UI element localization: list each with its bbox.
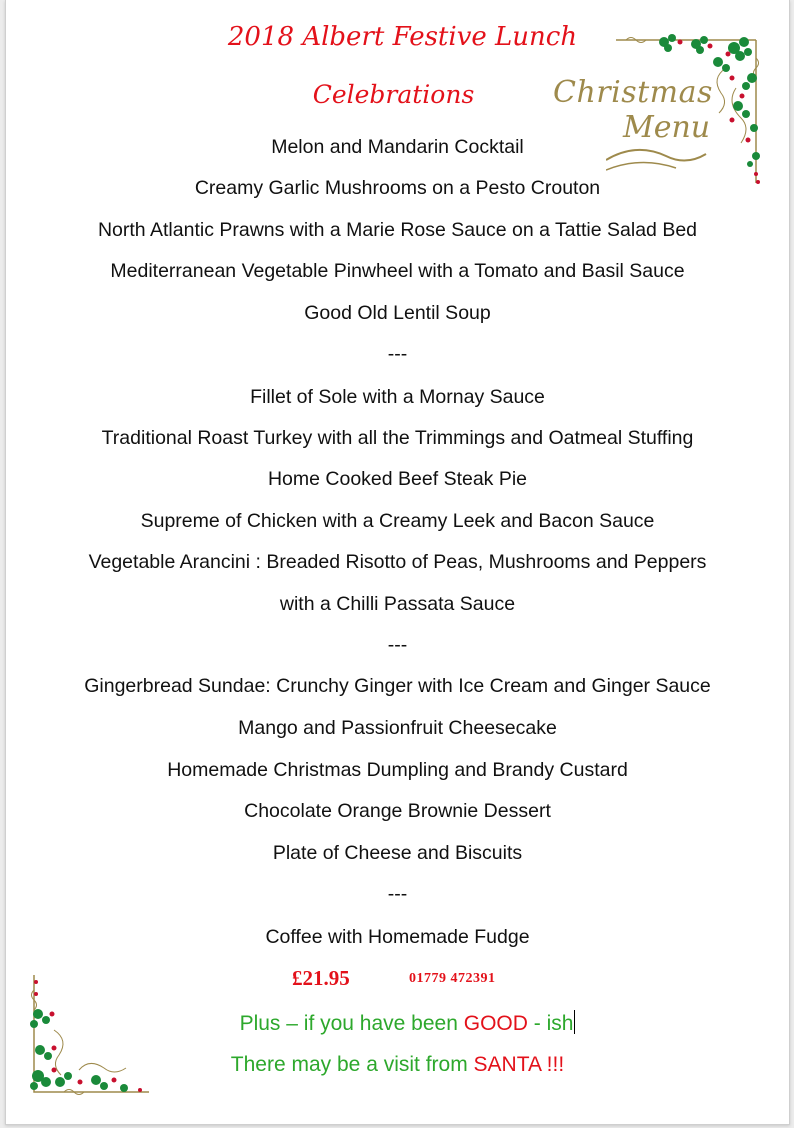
menu-item: Fillet of Sole with a Mornay Sauce (250, 386, 545, 408)
badge-christmas-word: Christmas (553, 75, 713, 110)
section-divider: --- (387, 343, 408, 365)
menu-item: Vegetable Arancini : Breaded Risotto of Peas, Mushrooms and Peppers (88, 551, 707, 573)
promo-santa-start: There may be a visit from (230, 1053, 474, 1076)
menu-item: Melon and Mandarin Cocktail (271, 136, 524, 158)
promo-good-end: - ish (527, 1012, 574, 1035)
menu-item: Gingerbread Sundae: Crunchy Ginger with Ice Cream and Ginger Sauce (84, 675, 711, 697)
badge-menu-word: Menu (623, 110, 711, 145)
menu-subtitle: Celebrations (312, 80, 475, 109)
menu-item: Traditional Roast Turkey with all the Trimmings and Oatmeal Stuffing (101, 427, 694, 449)
menu-item: Creamy Garlic Mushrooms on a Pesto Crouton (194, 177, 601, 199)
promo-good-word: GOOD (463, 1012, 528, 1035)
menu-item: Home Cooked Beef Steak Pie (267, 468, 528, 490)
phone-number: 01779 472391 (409, 971, 496, 986)
menu-item: North Atlantic Prawns with a Marie Rose Sauce on a Tattie Salad Bed (97, 219, 698, 241)
menu-title: 2018 Albert Festive Lunch (227, 22, 578, 52)
promo-good-start: Plus – if you have been (239, 1012, 464, 1035)
price: £21.95 (292, 966, 350, 990)
text-cursor (574, 1010, 575, 1034)
menu-item: Plate of Cheese and Biscuits (272, 842, 523, 864)
menu-item: Good Old Lentil Soup (304, 302, 491, 324)
menu-item: Mango and Passionfruit Cheesecake (238, 717, 557, 739)
holly-corner-bottom-left-icon (24, 970, 154, 1100)
section-divider: --- (387, 634, 408, 656)
menu-item: Mediterranean Vegetable Pinwheel with a Tomato and Basil Sauce (110, 260, 685, 282)
menu-item: Supreme of Chicken with a Creamy Leek and Bacon Sauce (140, 510, 655, 532)
document-page (5, 0, 790, 1125)
section-divider: --- (387, 883, 408, 905)
menu-item: Coffee with Homemade Fudge (265, 926, 530, 948)
menu-item: with a Chilli Passata Sauce (279, 593, 516, 615)
menu-item: Chocolate Orange Brownie Dessert (244, 800, 551, 822)
promo-santa-word: SANTA !!! (473, 1053, 565, 1076)
menu-item: Homemade Christmas Dumpling and Brandy Custard (167, 759, 628, 781)
